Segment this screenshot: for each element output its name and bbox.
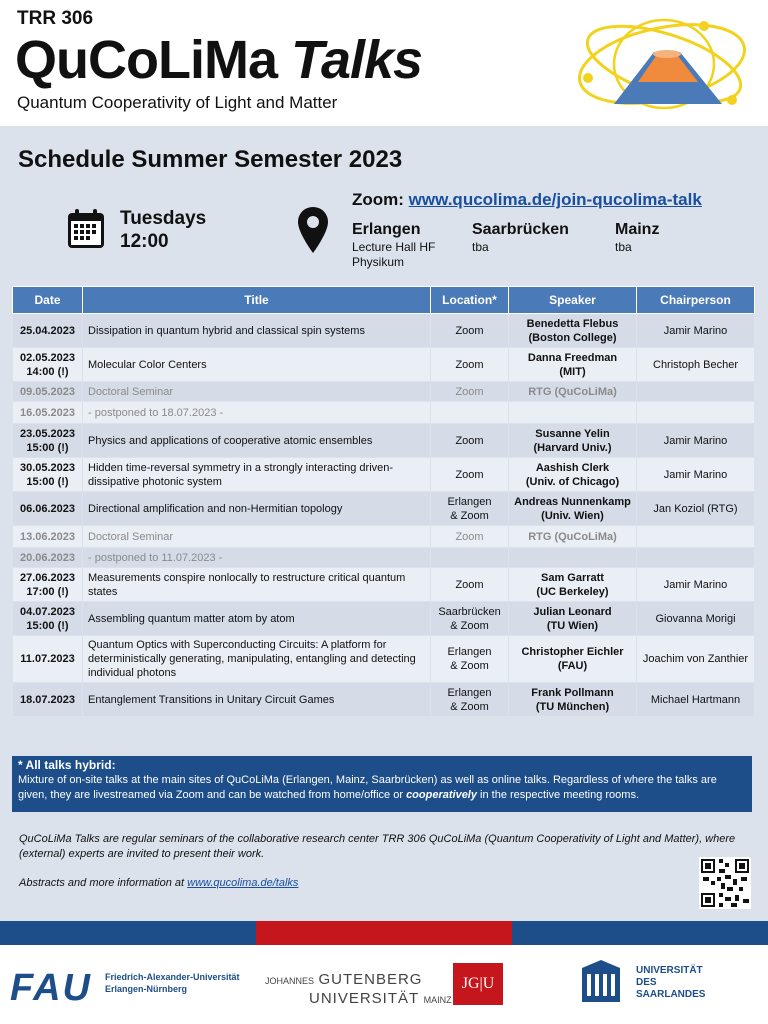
zoom-link[interactable]: www.qucolima.de/join-qucolima-talk [408,190,702,209]
cell-chair: Christoph Becher [637,348,755,382]
time-note: 17:00 (!) [26,585,69,598]
speaker-affiliation: (MIT) [559,365,586,378]
table-row [13,492,755,526]
fau-logo: FAU [10,967,92,1009]
cell-date [13,636,83,683]
table-row [13,602,755,636]
table-row [13,402,755,424]
speaker-name: Aashish Clerk [535,461,610,474]
speaker-affiliation: (Univ. Wien) [541,509,604,522]
cell-date [13,548,83,568]
table-row [13,458,755,492]
speaker-affiliation: (UC Berkeley) [536,585,609,598]
speaker-name: Frank Pollmann [531,686,614,699]
cell-title: Doctoral Seminar [83,382,431,402]
cell-location [431,602,509,636]
site-detail-2: Physikum [352,255,405,269]
cell-date [13,314,83,348]
jgu-universitat: UNIVERSITÄT [309,990,420,1007]
speaker-name: Andreas Nunnenkamp [514,495,631,508]
location: Zoom [455,434,484,447]
cell-location [431,402,509,424]
site-saarbruecken [472,220,569,255]
location: Zoom [455,530,484,543]
date: 30.05.2023 [19,461,76,474]
header-title: Title [83,287,431,314]
date: 16.05.2023 [19,406,76,419]
cell-chair: Jamir Marino [637,568,755,602]
time-note: 15:00 (!) [26,619,69,632]
title-main: QuCoLiMa [15,30,277,90]
cell-speaker [509,314,637,348]
cell-location [431,424,509,458]
cell-title: - postponed to 18.07.2023 - [83,402,431,424]
table-row [13,314,755,348]
header-date: Date [13,287,83,314]
cell-location [431,314,509,348]
location: Zoom [455,578,484,591]
table-header-row [13,287,755,314]
cell-chair: Jamir Marino [637,314,755,348]
cell-date [13,348,83,382]
jgu-mainz: MAINZ [423,995,452,1005]
date: 27.06.2023 [19,571,76,584]
cell-speaker [509,402,637,424]
date: 20.06.2023 [19,551,76,564]
speaker-name: Susanne Yelin [535,427,610,440]
uds-line-1: UNIVERSITÄT [636,965,703,976]
footer-bar-blue-left [0,921,256,945]
location-pin-icon [297,206,329,254]
cell-location [431,492,509,526]
subtitle: Quantum Cooperativity of Light and Matter [17,93,338,112]
meeting-time: 12:00 [120,231,169,252]
calendar-icon [66,208,106,250]
site-name: Mainz [615,221,660,238]
main-title [15,30,422,90]
cell-chair: Jan Koziol (RTG) [637,492,755,526]
table-row [13,526,755,548]
jgu-logo [265,971,452,1009]
qucolima-logo-icon [572,8,752,120]
footer-bar-red [256,921,512,945]
jgu-badge: JG|U [453,963,503,1005]
fau-line-2: Erlangen-Nürnberg [105,984,188,994]
speaker-name: RTG (QuCoLiMa) [528,530,617,543]
speaker-name: Julian Leonard [533,605,612,618]
fau-line-1: Friedrich-Alexander-Universität [105,972,240,982]
location: Zoom [455,324,484,337]
date: 02.05.2023 [19,351,76,364]
cell-date [13,526,83,548]
cell-speaker [509,382,637,402]
time-note: 15:00 (!) [26,475,69,488]
cell-title: Molecular Color Centers [83,348,431,382]
site-erlangen [352,220,435,270]
location-zoom: & Zoom [450,509,489,522]
saarland-university-icon [578,960,624,1004]
table-row [13,424,755,458]
cell-title: Doctoral Seminar [83,526,431,548]
date: 13.06.2023 [19,530,76,543]
speaker-affiliation: (TU Wien) [546,619,599,632]
cell-location [431,636,509,683]
location: Erlangen [447,495,492,508]
jgu-johannes: JOHANNES [265,976,315,986]
hybrid-emphasis: cooperatively [406,789,477,801]
trr-label: TRR 306 [17,8,94,29]
hybrid-heading: * All talks hybrid: [18,758,116,772]
cell-chair: Michael Hartmann [637,683,755,717]
cell-location [431,382,509,402]
fau-name [105,971,240,995]
speaker-affiliation: (Boston College) [528,331,617,344]
speaker-name: RTG (QuCoLiMa) [528,385,617,398]
zoom-label: Zoom: [352,190,404,209]
location: Zoom [455,385,484,398]
location: Zoom [455,468,484,481]
hybrid-text-2: in the respective meeting rooms. [476,789,640,801]
cell-title: Hidden time-reversal symmetry in a strongly interacting driven-dissipative photonic system [83,458,431,492]
cell-date [13,492,83,526]
cell-speaker [509,458,637,492]
zoom-line [352,190,702,210]
about-text: QuCoLiMa Talks are regular seminars of the collaborative research center TRR 306 QuCoLiMa (Quantum Cooperativity of Light and Matter), where (external) experts are invited to present their work. [19,833,736,860]
header-location: Location* [431,287,509,314]
table-row [13,548,755,568]
cell-chair: Jamir Marino [637,458,755,492]
schedule-table [12,286,755,717]
date: 06.06.2023 [19,502,76,515]
speaker-name: Christopher Eichler [521,646,624,658]
cell-date [13,402,83,424]
cell-speaker [509,568,637,602]
table-row [13,382,755,402]
abstracts-text: Abstracts and more information at [19,877,188,889]
hybrid-notice [12,756,752,812]
abstracts-line [19,877,298,889]
title-italic: Talks [291,30,423,90]
cell-title: Entanglement Transitions in Unitary Circuit Games [83,683,431,717]
header-chairperson: Chairperson [637,287,755,314]
cell-date [13,683,83,717]
cell-title: Assembling quantum matter atom by atom [83,602,431,636]
speaker-affiliation: (TU München) [535,700,610,713]
uds-line-2: DES [636,977,657,988]
site-detail: tba [472,240,489,254]
cell-location [431,548,509,568]
time-note: 14:00 (!) [26,365,69,378]
speaker-affiliation: (Univ. of Chicago) [525,475,620,488]
table-row [13,348,755,382]
schedule-title: Schedule Summer Semester 2023 [18,146,403,173]
cell-date [13,568,83,602]
talks-link[interactable]: www.qucolima.de/talks [187,877,299,889]
meeting-day: Tuesdays [120,208,207,229]
cell-speaker [509,548,637,568]
speaker-name: Sam Garratt [541,571,604,584]
meeting-day-time [120,207,206,253]
cell-chair [637,548,755,568]
cell-location [431,348,509,382]
location-zoom: & Zoom [450,619,489,632]
cell-location [431,458,509,492]
cell-location [431,526,509,548]
site-mainz [615,220,659,255]
cell-date [13,382,83,402]
site-name: Erlangen [352,221,421,238]
location: Saarbrücken [438,605,501,618]
site-detail: tba [615,240,632,254]
time-note: 15:00 (!) [26,441,69,454]
location: Zoom [455,358,484,371]
cell-speaker [509,526,637,548]
location: Erlangen [447,646,492,658]
cell-speaker [509,602,637,636]
site-name: Saarbrücken [472,221,569,238]
cell-location [431,683,509,717]
cell-title: Quantum Optics with Superconducting Circuits: A platform for deterministically generating, manipulating, entangling and detecting individual photons [83,636,431,683]
date: 04.07.2023 [19,605,76,618]
cell-speaker [509,348,637,382]
speaker-affiliation: (Harvard Univ.) [533,441,612,454]
location-zoom: & Zoom [450,660,489,672]
cell-title: Directional amplification and non-Hermitian topology [83,492,431,526]
date: 09.05.2023 [19,385,76,398]
cell-speaker [509,424,637,458]
cell-speaker [509,636,637,683]
hybrid-text-1: Mixture of on-site talks at the main sites of QuCoLiMa (Erlangen, Mainz, Saarbrücken) as well as online talks. Regardless of where the talks are given, they are livestreamed via Zoom and can be watched from home/office or [18,774,717,801]
site-detail: Lecture Hall HF [352,240,436,254]
date: 25.04.2023 [19,324,76,337]
jgu-gutenberg: GUTENBERG [318,971,423,988]
speaker-name: Benedetta Flebus [526,317,619,330]
footer-bar-blue-right [512,921,768,945]
table-row [13,683,755,717]
qr-code-icon[interactable] [699,857,751,909]
cell-speaker [509,492,637,526]
location: Erlangen [447,686,492,699]
cell-title: Measurements conspire nonlocally to restructure critical quantum states [83,568,431,602]
cell-date [13,602,83,636]
saarland-university-name [636,965,705,1001]
cell-date [13,424,83,458]
date: 11.07.2023 [20,653,75,665]
uds-line-3: SAARLANDES [636,989,706,1000]
cell-chair [637,382,755,402]
header-speaker: Speaker [509,287,637,314]
location-zoom: & Zoom [450,700,489,713]
cell-title: Dissipation in quantum hybrid and classical spin systems [83,314,431,348]
table-row [13,636,755,683]
cell-location [431,568,509,602]
cell-date [13,458,83,492]
hybrid-text [18,773,746,803]
header [0,0,768,126]
cell-speaker [509,683,637,717]
table-row [13,568,755,602]
cell-chair: Jamir Marino [637,424,755,458]
date: 23.05.2023 [19,427,76,440]
cell-chair [637,526,755,548]
cell-chair [637,402,755,424]
speaker-name: Danna Freedman [527,351,618,364]
speaker-affiliation: (FAU) [557,660,588,672]
cell-title: Physics and applications of cooperative atomic ensembles [83,424,431,458]
cell-title: - postponed to 11.07.2023 - [83,548,431,568]
date: 18.07.2023 [19,693,76,706]
cell-chair: Giovanna Morigi [637,602,755,636]
cell-chair: Joachim von Zanthier [637,636,755,683]
